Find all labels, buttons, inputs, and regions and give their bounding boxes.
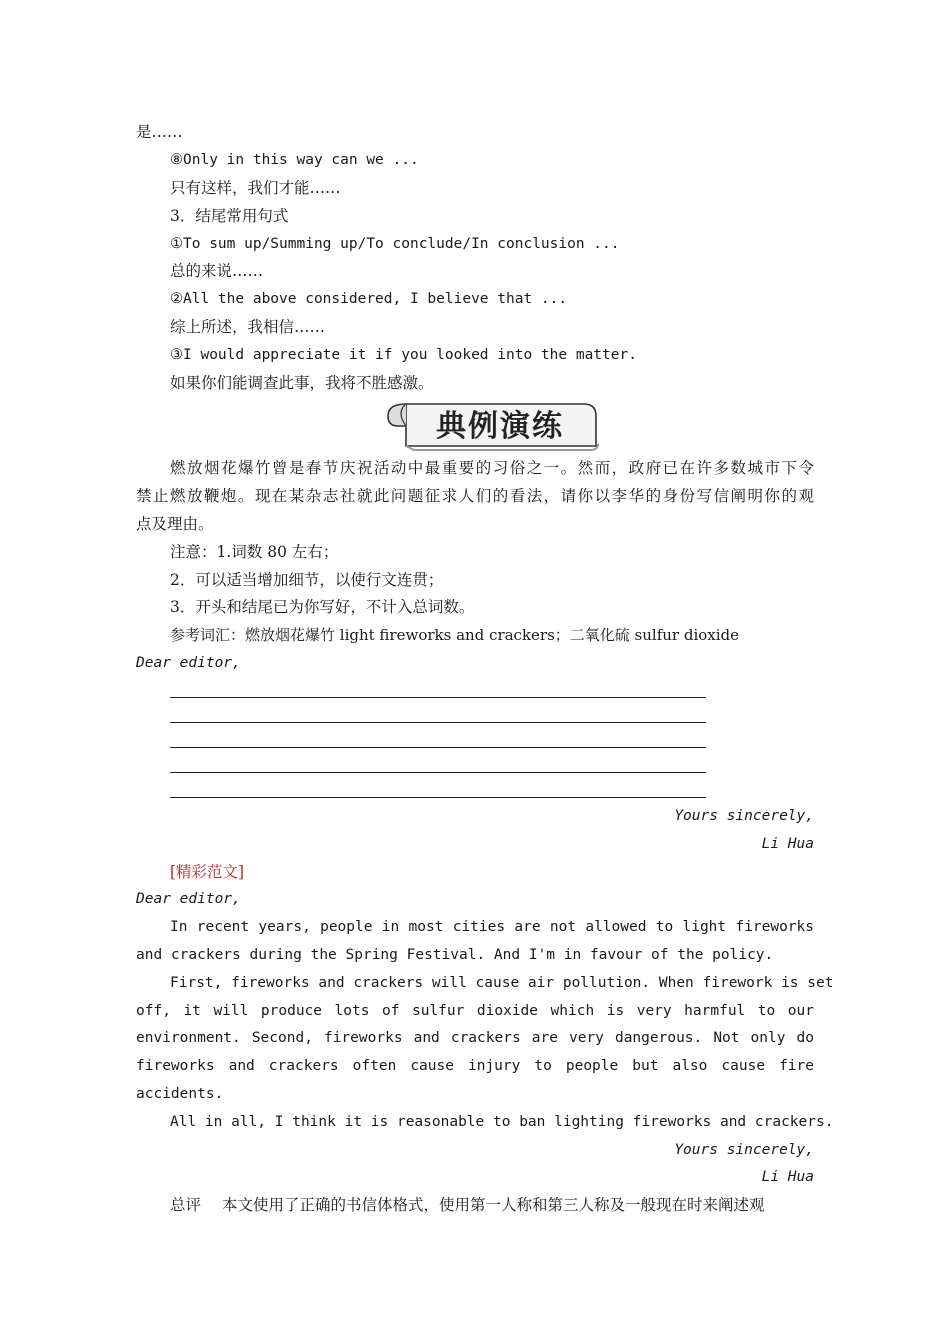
text-line: 如果你们能调查此事，我将不胜感激。 <box>170 374 434 392</box>
task-note: 注意：1.词数 80 左右； <box>170 543 339 561</box>
comment-label: 总评 <box>170 1196 202 1214</box>
task-paragraph-line: 燃放烟花爆竹曾是春节庆祝活动中最重要的习俗之一。然而，政府已在许多数城市下令 <box>170 459 814 477</box>
essay-line: All in all, I think it is reasonable to ban lighting fireworks and crackers. <box>170 1114 834 1130</box>
text-line: ③I would appreciate it if you looked into the matter. <box>170 347 637 363</box>
letter-salutation: Dear editor, <box>136 655 241 671</box>
text-line: 只有这样，我们才能…… <box>170 179 341 197</box>
letter-closing: Yours sincerely, <box>674 808 814 824</box>
essay-line: In recent years, people in most cities are not allowed to light fireworks <box>170 919 814 935</box>
writing-line <box>170 797 706 798</box>
essay-line: fireworks and crackers often cause injury to people but also cause fire <box>136 1058 814 1074</box>
text-line: ①To sum up/Summing up/To conclude/In conclusion ... <box>170 236 620 252</box>
section-heading: 3．结尾常用句式 <box>170 207 289 225</box>
essay-line: accidents. <box>136 1086 224 1102</box>
task-note: 2．可以适当增加细节，以使行文连贯； <box>170 571 444 589</box>
task-paragraph-line: 禁止燃放鞭炮。现在某杂志社就此问题征求人们的看法，请你以李华的身份写信阐明你的观 <box>136 487 814 505</box>
section-banner <box>384 400 600 452</box>
task-note: 3．开头和结尾已为你写好，不计入总词数。 <box>170 598 475 616</box>
banner-title: 典例演练 <box>436 409 564 444</box>
essay-line: First, fireworks and crackers will cause air pollution. When firework is set <box>170 975 834 991</box>
writing-line <box>170 697 706 698</box>
task-paragraph-line: 点及理由。 <box>136 515 214 533</box>
text-line: 总的来说…… <box>170 262 264 280</box>
task-vocab: 参考词汇：燃放烟花爆竹 light fireworks and crackers；二氧化硫 sulfur dioxide <box>170 626 740 644</box>
comment-text: 本文使用了正确的书信体格式，使用第一人称和第三人称及一般现在时来阐述观 <box>222 1196 765 1214</box>
text-line: ②All the above considered, I believe that ... <box>170 291 568 307</box>
letter-signature: Li Hua <box>761 836 814 852</box>
essay-line: and crackers during the Spring Festival. And I'm in favour of the policy. <box>136 947 774 963</box>
letter-salutation: Dear editor, <box>136 891 241 907</box>
essay-line: environment. Second, fireworks and crackers are very dangerous. Not only do <box>136 1030 814 1046</box>
text-line: 综上所述，我相信…… <box>170 318 326 336</box>
writing-line <box>170 772 706 773</box>
letter-signature: Li Hua <box>761 1169 814 1185</box>
writing-line <box>170 747 706 748</box>
sample-label: [精彩范文] <box>170 863 245 881</box>
essay-line: off, it will produce lots of sulfur dioxide which is very harmful to our <box>136 1003 814 1019</box>
letter-closing: Yours sincerely, <box>674 1142 814 1158</box>
text-line: ⑧Only in this way can we ... <box>170 152 419 168</box>
text-line: 是…… <box>136 123 183 141</box>
writing-line <box>170 722 706 723</box>
